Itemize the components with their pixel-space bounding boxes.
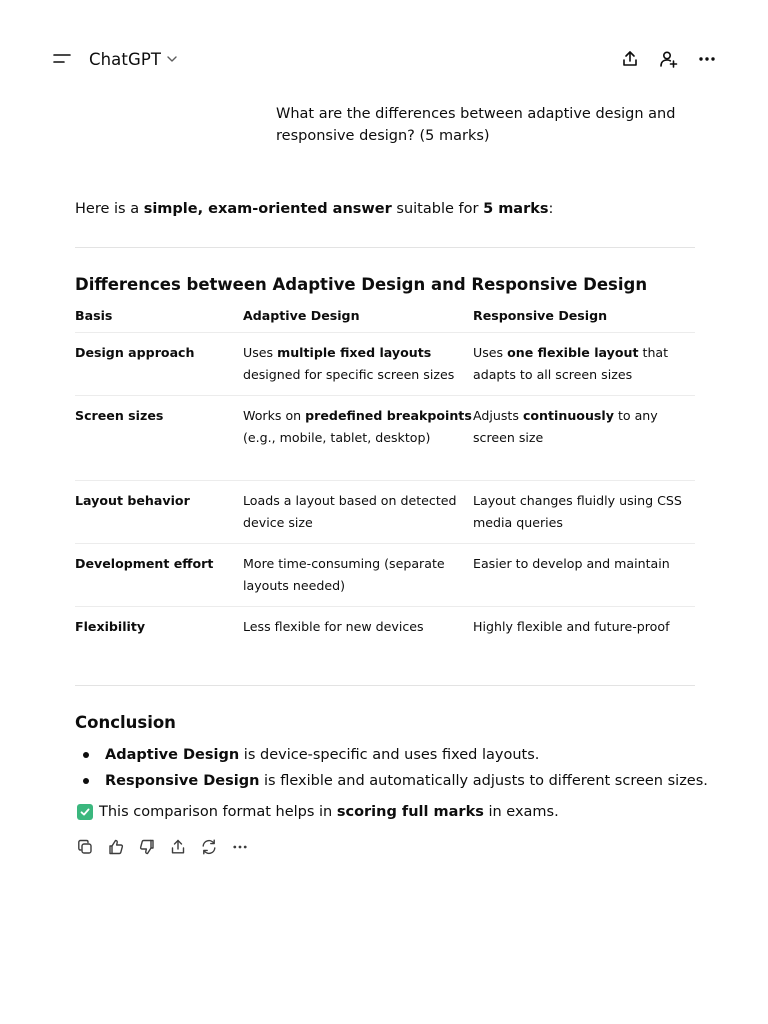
cell-text: designed for specific screen sizes: [243, 367, 455, 382]
cell-bold: one flexible layout: [507, 345, 639, 360]
comparison-table: [75, 305, 695, 647]
conclusion-list: [75, 742, 715, 794]
list-item: [75, 742, 715, 768]
share-icon[interactable]: [167, 836, 189, 858]
divider: [75, 247, 695, 248]
column-header: Adaptive Design: [243, 308, 360, 323]
table-header-row: [75, 305, 695, 333]
adaptive-cell: [243, 396, 473, 480]
copy-icon[interactable]: [74, 836, 96, 858]
add-person-icon[interactable]: [655, 46, 681, 72]
tip-plain: in exams.: [483, 804, 559, 820]
responsive-cell: [473, 481, 695, 543]
more-icon[interactable]: [694, 46, 720, 72]
cell-text: to any screen size: [473, 408, 658, 445]
cell-text: Adjusts: [473, 408, 523, 423]
thumbs-up-icon[interactable]: [105, 836, 127, 858]
cell-text: (e.g., mobile, tablet, desktop): [243, 430, 431, 445]
responsive-cell: [473, 333, 695, 395]
regenerate-icon[interactable]: [198, 836, 220, 858]
basis-cell: Flexibility: [75, 619, 146, 634]
adaptive-cell: [243, 481, 473, 543]
basis-cell: Screen sizes: [75, 408, 164, 423]
table-row: [75, 333, 695, 396]
cell-text: Uses: [243, 345, 278, 360]
message-actions: [74, 836, 251, 858]
table-row: [75, 607, 695, 647]
assistant-intro: [75, 198, 553, 220]
bullet-text: is flexible and automatically adjusts to different screen sizes.: [259, 773, 708, 789]
bullet-text: is device-specific and uses fixed layouts.: [239, 747, 540, 763]
responsive-cell: [473, 396, 695, 480]
share-icon[interactable]: [617, 46, 643, 72]
intro-text: suitable for: [391, 201, 484, 217]
cell-bold: continuously: [522, 408, 614, 423]
cell-bold: predefined breakpoints: [305, 408, 472, 423]
bullet-bold: Adaptive Design: [105, 747, 240, 763]
app-title: ChatGPT: [89, 49, 162, 69]
adaptive-cell: [243, 544, 473, 606]
tip-line: [77, 801, 559, 823]
conclusion-heading: Conclusion: [75, 713, 176, 732]
chevron-down-icon: [166, 50, 178, 69]
thumbs-down-icon[interactable]: [136, 836, 158, 858]
responsive-cell: [473, 544, 695, 606]
top-bar: [0, 0, 768, 118]
cell-text: Uses: [473, 345, 508, 360]
bullet-bold: Responsive Design: [105, 773, 260, 789]
column-header: Responsive Design: [473, 308, 608, 323]
basis-cell: Development effort: [75, 556, 214, 571]
table-heading: Differences between Adaptive Design and Responsive Design: [75, 275, 648, 294]
table-row: [75, 544, 695, 607]
cell-text: Highly flexible and future-proof: [473, 619, 670, 634]
user-message: What are the differences between adaptive design and responsive design? (5 marks): [276, 106, 676, 144]
cell-text: that adapts to all screen sizes: [473, 345, 669, 382]
responsive-cell: [473, 607, 695, 647]
more-icon[interactable]: [229, 836, 251, 858]
cell-text: Loads a layout based on detected device size: [243, 493, 457, 530]
intro-bold: 5 marks: [483, 201, 549, 217]
cell-text: Easier to develop and maintain: [473, 556, 670, 571]
table-row: [75, 396, 695, 481]
list-item: [75, 768, 715, 794]
adaptive-cell: [243, 333, 473, 395]
menu-icon[interactable]: [50, 48, 74, 70]
cell-bold: multiple fixed layouts: [277, 345, 432, 360]
model-selector[interactable]: [89, 46, 178, 72]
tip-plain: This comparison format helps in: [99, 804, 337, 820]
check-mark-icon: [77, 804, 93, 820]
table-row: [75, 481, 695, 544]
cell-text: Less flexible for new devices: [243, 619, 424, 634]
cell-text: More time-consuming (separate layouts needed): [243, 556, 445, 593]
basis-cell: Design approach: [75, 345, 195, 360]
tip-text: [99, 801, 559, 823]
intro-bold: simple, exam-oriented answer: [143, 201, 392, 217]
intro-text: :: [548, 201, 554, 217]
intro-text: Here is a: [75, 201, 144, 217]
column-header: Basis: [75, 308, 113, 323]
cell-text: Works on: [243, 408, 306, 423]
adaptive-cell: [243, 607, 473, 647]
tip-bold: scoring full marks: [336, 804, 484, 820]
cell-text: Layout changes fluidly using CSS media queries: [473, 493, 682, 530]
divider: [75, 685, 695, 686]
basis-cell: Layout behavior: [75, 493, 190, 508]
